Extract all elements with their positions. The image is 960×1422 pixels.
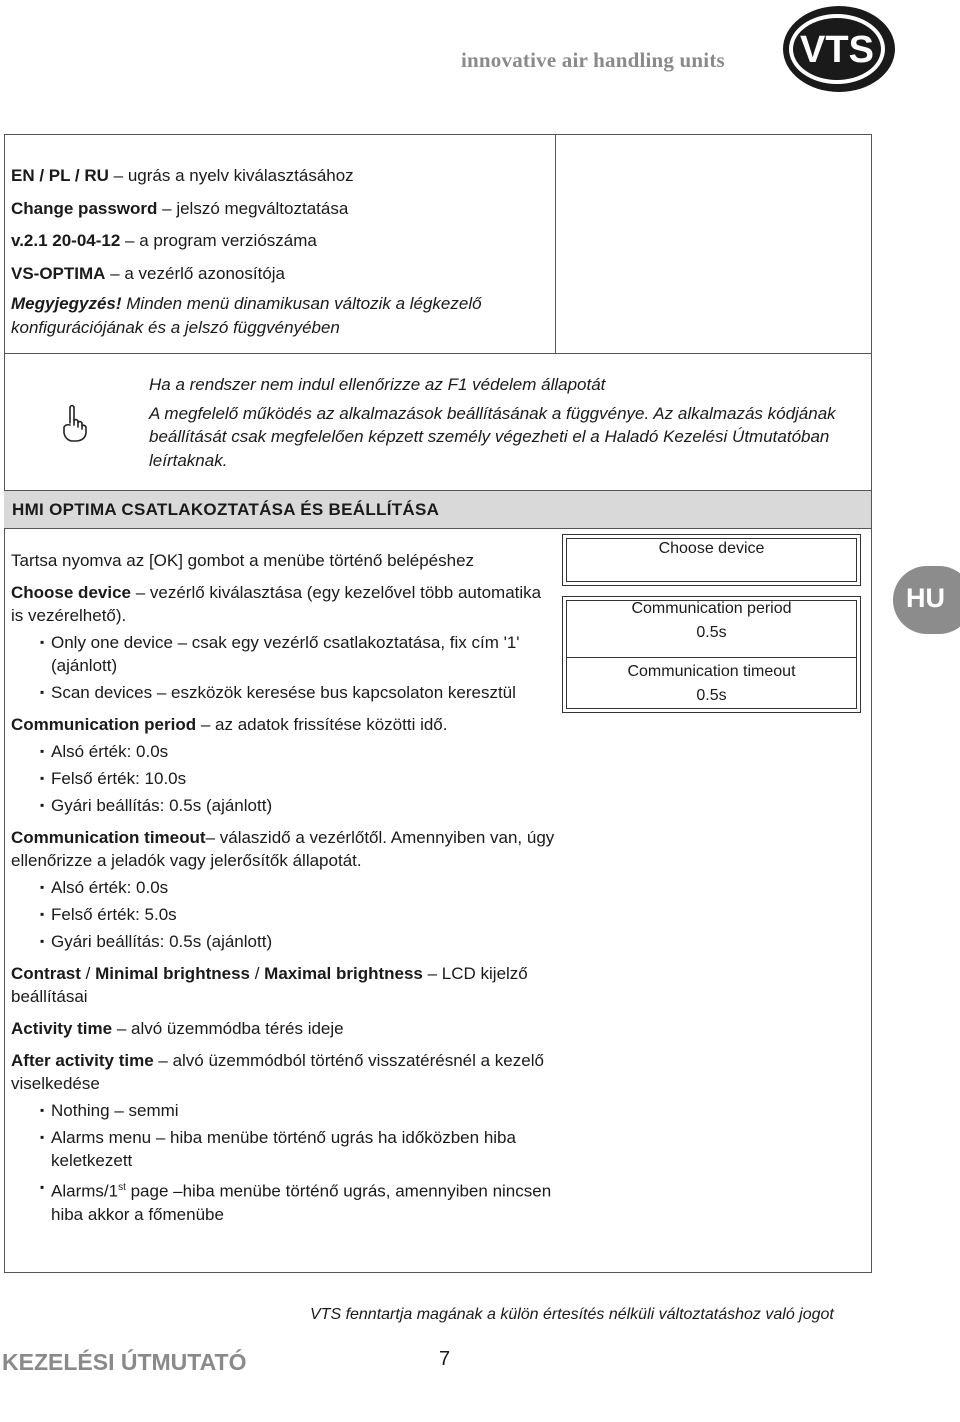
body-text xyxy=(11,549,556,1226)
warning-line-1: Ha a rendszer nem indul ellenőrizze az F1 védelem állapotát xyxy=(149,375,606,394)
top-divider-horizontal xyxy=(4,353,871,354)
lcd-text: Communication period xyxy=(631,600,792,617)
after-activity-paragraph: After activity time – alvó üzemmódból történő visszatérésnél a kezelő viselkedése xyxy=(11,1051,544,1093)
choose-device-list xyxy=(11,631,556,704)
list-item: ▪ Alsó érték: 0.0s xyxy=(11,876,556,899)
comm-timeout-list xyxy=(11,876,556,953)
warning-text xyxy=(149,373,849,472)
lcd-value: 0.5s xyxy=(696,624,727,641)
warning-line-2: A megfelelő működés az alkalmazások beállításának a függvénye. Az alkalmazás kódjának beállítását csak megfelelően képzett személy végezheti el a Haladó Kezelési Útmutatóban leírtaknak. xyxy=(149,403,836,470)
list-item: ▪ Felső érték: 10.0s xyxy=(11,767,556,790)
lcd-text: Communication timeout xyxy=(627,663,796,680)
language-badge: HU xyxy=(893,566,960,634)
section-header xyxy=(4,490,871,529)
list-item: ▪ Alarms/1st page –hiba menübe történő ugrás, amennyiben nincsen hiba akkor a főmenübe xyxy=(11,1176,556,1226)
after-activity-list xyxy=(11,1099,556,1226)
list-item: ▪ Nothing – semmi xyxy=(11,1099,556,1122)
comm-period-paragraph: Communication period – az adatok frissítése közötti idő. xyxy=(11,715,448,734)
footer-note: VTS fenntartja magának a külön értesítés nélküli változtatáshoz való jogot xyxy=(310,1306,834,1323)
contrast-paragraph: Contrast / Minimal brightness / Maximal brightness – LCD kijelző beállításai xyxy=(11,964,528,1006)
header-tagline: innovative air handling units xyxy=(461,48,725,72)
lcd-screen-choose-device xyxy=(562,534,861,586)
lcd-text: Choose device xyxy=(658,540,765,557)
menu-line-version: v.2.1 20-04-12 – a program verziószáma xyxy=(11,231,317,250)
section-title: HMI OPTIMA CSATLAKOZTATÁSA ÉS BEÁLLÍTÁSA xyxy=(12,500,440,519)
list-item: ▪ Only one device – csak egy vezérlő csatlakoztatása, fix cím '1' (ajánlott) xyxy=(11,631,556,677)
menu-line-language: EN / PL / RU – ugrás a nyelv kiválasztásához xyxy=(11,166,354,185)
activity-paragraph: Activity time – alvó üzemmódba térés ideje xyxy=(11,1019,344,1038)
list-item: ▪ Gyári beállítás: 0.5s (ajánlott) xyxy=(11,930,556,953)
menu-note: Megyjegyzés! Minden menü dinamikusan változik a légkezelő konfigurációjának és a jelszó függvényében xyxy=(11,294,482,337)
footer-title: KEZELÉSI ÚTMUTATÓ xyxy=(2,1349,247,1375)
list-item: ▪ Felső érték: 5.0s xyxy=(11,903,556,926)
list-item: ▪ Scan devices – eszközök keresése bus kapcsolaton keresztül xyxy=(11,681,556,704)
top-divider-vertical xyxy=(555,134,556,353)
list-item: ▪ Alarms menu – hiba menübe történő ugrás ha időközben hiba keletkezett xyxy=(11,1126,556,1172)
menu-line-controller: VS-OPTIMA – a vezérlő azonosítója xyxy=(11,263,286,283)
lcd-value: 0.5s xyxy=(696,687,727,704)
list-item: ▪ Alsó érték: 0.0s xyxy=(11,740,556,763)
intro-text: Tartsa nyomva az [OK] gombot a menübe történő belépéshez xyxy=(11,551,475,570)
vts-logo xyxy=(775,2,900,94)
comm-period-list xyxy=(11,740,556,817)
logo-text: VTS xyxy=(800,29,874,71)
choose-device-paragraph: Choose device – vezérlő kiválasztása (egy kezelővel több automatika is vezérelhető). xyxy=(11,583,542,625)
pointing-hand-icon xyxy=(60,403,90,443)
page-number: 7 xyxy=(439,1348,451,1370)
list-item: ▪ Gyári beállítás: 0.5s (ajánlott) xyxy=(11,794,556,817)
menu-description xyxy=(11,160,551,340)
comm-timeout-paragraph: Communication timeout– válaszidő a vezérlőtől. Amennyiben van, úgy ellenőrizze a jeladók vagy jelerősítők állapotát. xyxy=(11,828,555,870)
menu-line-password: Change password – jelszó megváltoztatása xyxy=(11,198,349,218)
lcd-screen-communication xyxy=(562,596,861,713)
